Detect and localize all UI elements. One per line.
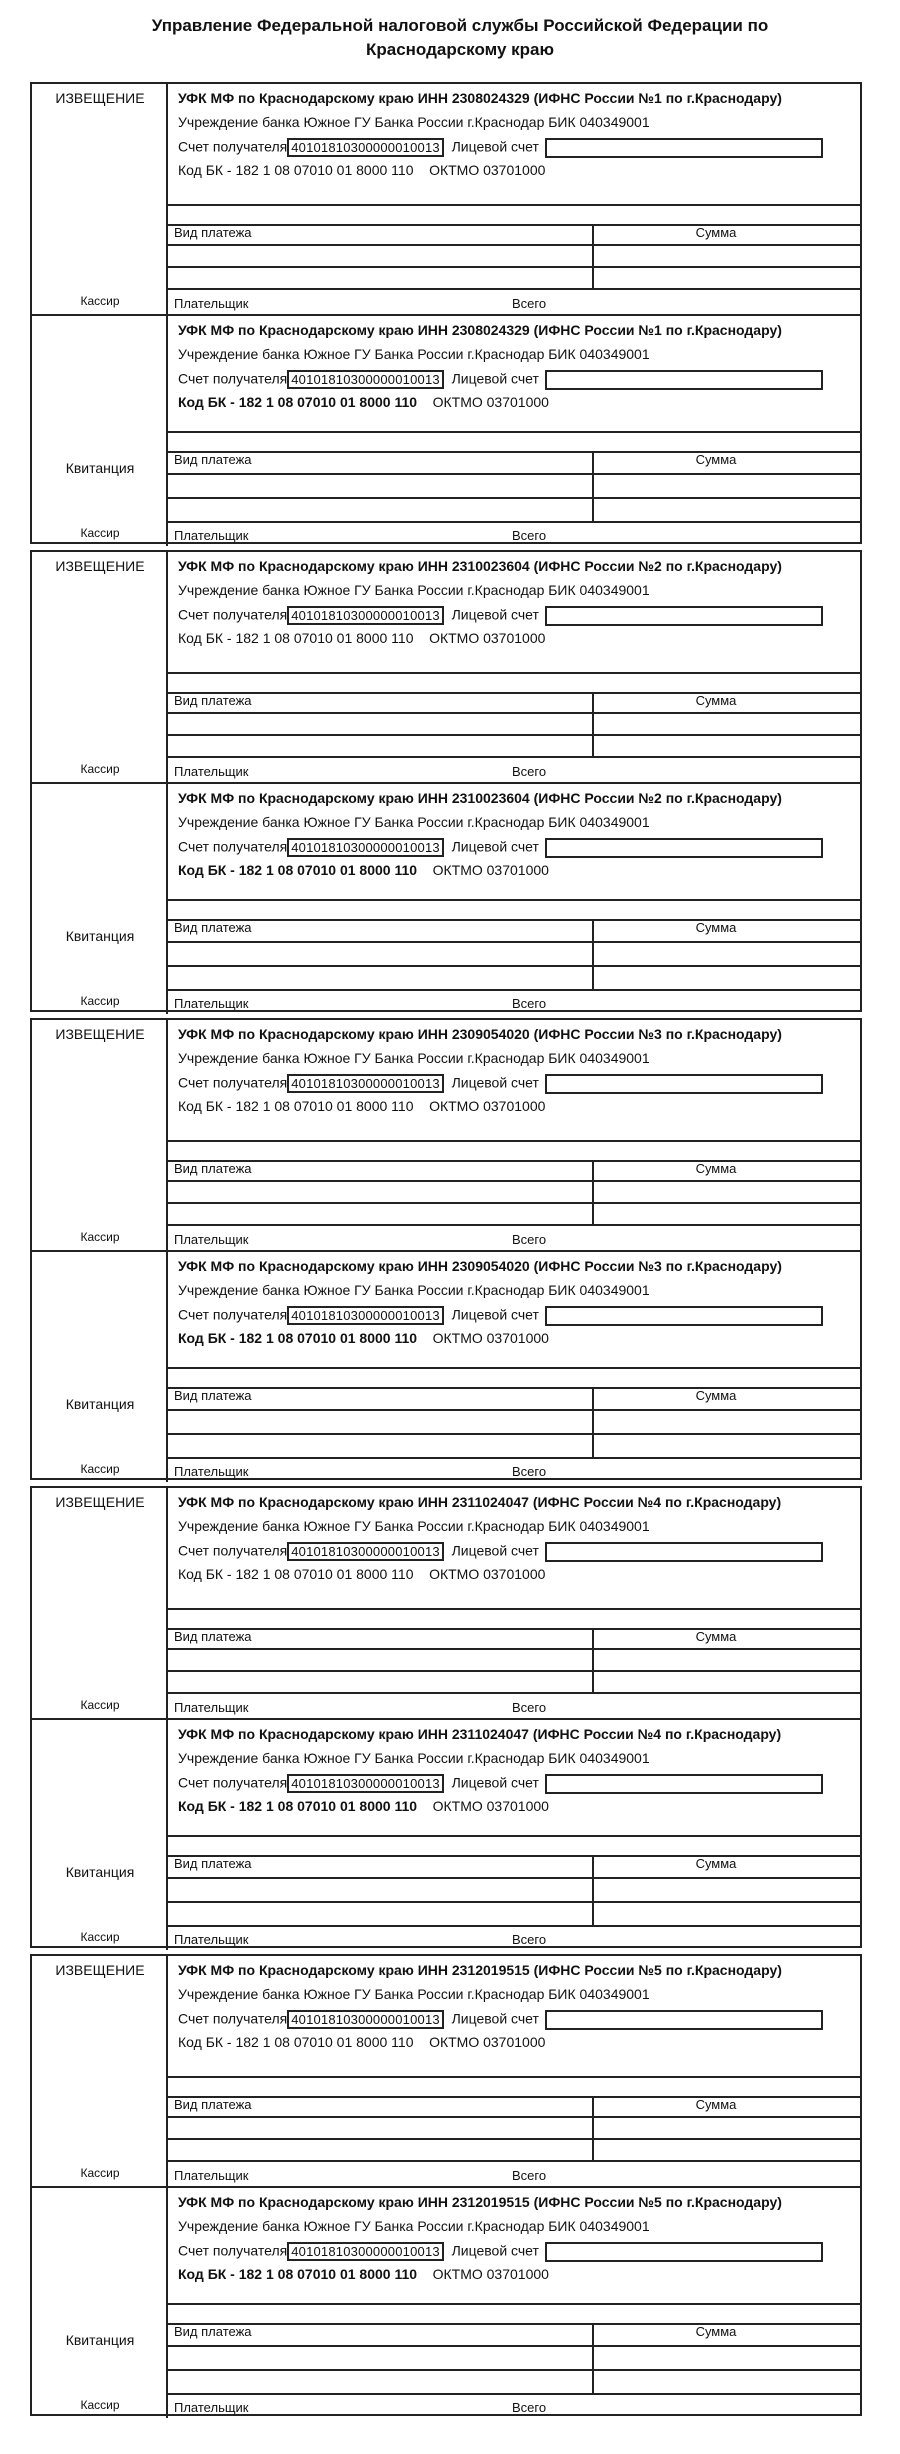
bank-line: Учреждение банка Южное ГУ Банка России г.Краснодар БИК 040349001 xyxy=(178,814,650,830)
kbk-line xyxy=(178,2266,549,2282)
cashier-label: Кассир xyxy=(80,762,120,776)
form-body xyxy=(168,84,860,314)
cashier-label: Кассир xyxy=(80,2166,120,2180)
left-column xyxy=(32,1488,168,1718)
form-body xyxy=(168,1956,860,2186)
table-row[interactable] xyxy=(168,266,860,268)
kbk-code: Код БК - 182 1 08 07010 01 8000 110 xyxy=(178,162,414,178)
account-number: 40101810300000010013 xyxy=(287,1774,444,1793)
table-row[interactable] xyxy=(168,734,860,736)
account-line xyxy=(178,606,823,626)
cashier-label: Кассир xyxy=(80,2398,120,2412)
payment-type-header: Вид платежа xyxy=(174,1161,252,1176)
table-row[interactable] xyxy=(168,288,860,290)
personal-account-label: Лицевой счет xyxy=(451,606,539,623)
receipt-label: Квитанция xyxy=(65,1396,135,1412)
payment-table xyxy=(168,451,860,546)
left-column xyxy=(32,1020,168,1250)
column-divider xyxy=(592,1160,594,1224)
personal-account-field[interactable] xyxy=(545,1774,823,1794)
table-row[interactable] xyxy=(168,2138,860,2140)
table-row[interactable] xyxy=(168,1224,860,1226)
table-row[interactable] xyxy=(168,473,860,475)
cashier-label: Кассир xyxy=(80,294,120,308)
table-row[interactable] xyxy=(168,1692,860,1694)
notice-section xyxy=(32,84,860,314)
recipient-line: УФК МФ по Краснодарскому краю ИНН 2312019515 (ИФНС России №5 по г.Краснодару) xyxy=(178,2194,782,2210)
kbk-code: Код БК - 182 1 08 07010 01 8000 110 xyxy=(178,1330,418,1346)
payer-label: Плательщик xyxy=(174,1700,249,1715)
account-label: Счет получателя xyxy=(178,838,288,855)
account-label: Счет получателя xyxy=(178,606,288,623)
table-row[interactable] xyxy=(168,1433,860,1435)
receipt-label: Квитанция xyxy=(65,460,135,476)
personal-account-label: Лицевой счет xyxy=(451,1542,539,1559)
account-label: Счет получателя xyxy=(178,1306,288,1323)
kbk-code: Код БК - 182 1 08 07010 01 8000 110 xyxy=(178,630,414,646)
kbk-code: Код БК - 182 1 08 07010 01 8000 110 xyxy=(178,1798,418,1814)
oktmo: ОКТМО 03701000 xyxy=(432,1798,549,1814)
column-divider xyxy=(592,1387,594,1457)
sum-header: Сумма xyxy=(695,1856,737,1871)
account-line xyxy=(178,138,823,158)
table-row[interactable] xyxy=(168,2345,860,2347)
account-label: Счет получателя xyxy=(178,370,288,387)
recipient-line: УФК МФ по Краснодарскому краю ИНН 2308024329 (ИФНС России №1 по г.Краснодару) xyxy=(178,322,782,338)
account-label: Счет получателя xyxy=(178,2010,288,2027)
cashier-label: Кассир xyxy=(80,1698,120,1712)
sum-header: Сумма xyxy=(695,1161,737,1176)
payer-label: Плательщик xyxy=(174,1932,249,1947)
sum-header: Сумма xyxy=(695,452,737,467)
payer-label: Плательщик xyxy=(174,296,249,311)
divider xyxy=(168,1835,860,1837)
payment-table xyxy=(168,2323,860,2418)
receipt-label: Квитанция xyxy=(65,928,135,944)
account-label: Счет получателя xyxy=(178,1542,288,1559)
receipt-section xyxy=(32,1250,860,1482)
personal-account-field[interactable] xyxy=(545,1074,823,1094)
account-line xyxy=(178,1074,823,1094)
bank-line: Учреждение банка Южное ГУ Банка России г.Краснодар БИК 040349001 xyxy=(178,1050,650,1066)
table-row[interactable] xyxy=(168,1670,860,1672)
payment-type-header: Вид платежа xyxy=(174,1629,252,1644)
payment-type-header: Вид платежа xyxy=(174,1856,252,1871)
column-divider xyxy=(592,451,594,521)
total-label: Всего xyxy=(512,1700,547,1715)
kbk-code: Код БК - 182 1 08 07010 01 8000 110 xyxy=(178,394,418,410)
personal-account-label: Лицевой счет xyxy=(451,1774,539,1791)
divider xyxy=(168,204,860,206)
kbk-line xyxy=(178,394,549,410)
payment-type-header: Вид платежа xyxy=(174,920,252,935)
personal-account-label: Лицевой счет xyxy=(451,2242,539,2259)
column-divider xyxy=(592,1855,594,1925)
kbk-line xyxy=(178,630,545,646)
bank-line: Учреждение банка Южное ГУ Банка России г.Краснодар БИК 040349001 xyxy=(178,1518,650,1534)
payer-label: Плательщик xyxy=(174,1232,249,1247)
sum-header: Сумма xyxy=(695,2097,737,2112)
kbk-code: Код БК - 182 1 08 07010 01 8000 110 xyxy=(178,862,418,878)
cashier-label: Кассир xyxy=(80,526,120,540)
personal-account-field[interactable] xyxy=(545,1306,823,1326)
column-divider xyxy=(592,919,594,989)
divider xyxy=(168,2076,860,2078)
title-line-1: Управление Федеральной налоговой службы Российской Федерации по xyxy=(151,16,769,35)
total-label: Всего xyxy=(512,1932,547,1947)
table-row[interactable] xyxy=(168,1925,860,1927)
kbk-line xyxy=(178,162,545,178)
column-divider xyxy=(592,2323,594,2393)
table-row[interactable] xyxy=(168,244,860,246)
payer-label: Плательщик xyxy=(174,1464,249,1479)
total-label: Всего xyxy=(512,2400,547,2415)
payer-label: Плательщик xyxy=(174,528,249,543)
kbk-line xyxy=(178,862,549,878)
payment-type-header: Вид платежа xyxy=(174,1388,252,1403)
kbk-line xyxy=(178,2034,545,2050)
personal-account-field[interactable] xyxy=(545,1542,823,1562)
notice-label: ИЗВЕЩЕНИЕ xyxy=(55,558,145,574)
oktmo: ОКТМО 03701000 xyxy=(429,1566,546,1582)
recipient-line: УФК МФ по Краснодарскому краю ИНН 2310023604 (ИФНС России №2 по г.Краснодару) xyxy=(178,558,782,574)
bank-line: Учреждение банка Южное ГУ Банка России г.Краснодар БИК 040349001 xyxy=(178,582,650,598)
notice-section xyxy=(32,1956,860,2186)
form-body xyxy=(168,1488,860,1718)
personal-account-label: Лицевой счет xyxy=(451,370,539,387)
payment-type-header: Вид платежа xyxy=(174,225,252,240)
table-row[interactable] xyxy=(168,712,860,714)
sum-header: Сумма xyxy=(695,1388,737,1403)
form-body xyxy=(168,2188,860,2418)
bank-line: Учреждение банка Южное ГУ Банка России г.Краснодар БИК 040349001 xyxy=(178,1986,650,2002)
table-row[interactable] xyxy=(168,965,860,967)
recipient-line: УФК МФ по Краснодарскому краю ИНН 2310023604 (ИФНС России №2 по г.Краснодару) xyxy=(178,790,782,806)
form-body xyxy=(168,1020,860,1250)
personal-account-label: Лицевой счет xyxy=(451,138,539,155)
account-number: 40101810300000010013 xyxy=(287,370,444,389)
notice-label: ИЗВЕЩЕНИЕ xyxy=(55,1962,145,1978)
column-divider xyxy=(592,2096,594,2160)
table-row[interactable] xyxy=(168,2160,860,2162)
recipient-line: УФК МФ по Краснодарскому краю ИНН 2308024329 (ИФНС России №1 по г.Краснодару) xyxy=(178,90,782,106)
payment-table xyxy=(168,1387,860,1482)
payer-label: Плательщик xyxy=(174,764,249,779)
payer-label: Плательщик xyxy=(174,996,249,1011)
divider xyxy=(168,899,860,901)
divider xyxy=(168,431,860,433)
account-label: Счет получателя xyxy=(178,1774,288,1791)
personal-account-label: Лицевой счет xyxy=(451,838,539,855)
receipt-label: Квитанция xyxy=(65,1864,135,1880)
cashier-label: Кассир xyxy=(80,1930,120,1944)
account-line xyxy=(178,370,823,390)
sum-header: Сумма xyxy=(695,225,737,240)
left-column xyxy=(32,1252,168,1482)
bank-line: Учреждение банка Южное ГУ Банка России г.Краснодар БИК 040349001 xyxy=(178,1282,650,1298)
table-row[interactable] xyxy=(168,1901,860,1903)
receipt-label: Квитанция xyxy=(65,2332,135,2348)
table-row[interactable] xyxy=(168,2116,860,2118)
divider xyxy=(168,1367,860,1369)
recipient-line: УФК МФ по Краснодарскому краю ИНН 2312019515 (ИФНС России №5 по г.Краснодару) xyxy=(178,1962,782,1978)
title-line-2: Краснодарскому краю xyxy=(365,40,555,59)
oktmo: ОКТМО 03701000 xyxy=(432,862,549,878)
total-label: Всего xyxy=(512,1232,547,1247)
cashier-label: Кассир xyxy=(80,1230,120,1244)
kbk-code: Код БК - 182 1 08 07010 01 8000 110 xyxy=(178,2034,414,2050)
receipt-section xyxy=(32,314,860,546)
column-divider xyxy=(592,692,594,756)
account-line xyxy=(178,1542,823,1562)
personal-account-field[interactable] xyxy=(545,2010,823,2030)
kbk-code: Код БК - 182 1 08 07010 01 8000 110 xyxy=(178,2266,418,2282)
account-number: 40101810300000010013 xyxy=(287,1074,444,1093)
kbk-code: Код БК - 182 1 08 07010 01 8000 110 xyxy=(178,1098,414,1114)
total-label: Всего xyxy=(512,1464,547,1479)
payment-form xyxy=(30,1486,862,1948)
personal-account-field[interactable] xyxy=(545,2242,823,2262)
left-column xyxy=(32,1956,168,2186)
personal-account-field[interactable] xyxy=(545,606,823,626)
account-number: 40101810300000010013 xyxy=(287,2242,444,2261)
divider xyxy=(168,1140,860,1142)
payment-type-header: Вид платежа xyxy=(174,693,252,708)
kbk-line xyxy=(178,1330,549,1346)
payment-form xyxy=(30,1954,862,2416)
divider xyxy=(168,2303,860,2305)
sum-header: Сумма xyxy=(695,2324,737,2339)
bank-line: Учреждение банка Южное ГУ Банка России г.Краснодар БИК 040349001 xyxy=(178,1750,650,1766)
payment-table xyxy=(168,692,860,782)
receipt-section xyxy=(32,782,860,1014)
personal-account-field[interactable] xyxy=(545,838,823,858)
personal-account-label: Лицевой счет xyxy=(451,2010,539,2027)
kbk-line xyxy=(178,1098,545,1114)
table-row[interactable] xyxy=(168,1457,860,1459)
cashier-label: Кассир xyxy=(80,994,120,1008)
payment-table xyxy=(168,224,860,314)
recipient-line: УФК МФ по Краснодарскому краю ИНН 2309054020 (ИФНС России №3 по г.Краснодару) xyxy=(178,1026,782,1042)
notice-label: ИЗВЕЩЕНИЕ xyxy=(55,1026,145,1042)
account-number: 40101810300000010013 xyxy=(287,138,444,157)
form-body xyxy=(168,1720,860,1950)
form-body xyxy=(168,1252,860,1482)
payment-table xyxy=(168,2096,860,2186)
table-row[interactable] xyxy=(168,989,860,991)
account-line xyxy=(178,2242,823,2262)
cashier-label: Кассир xyxy=(80,1462,120,1476)
bank-line: Учреждение банка Южное ГУ Банка России г.Краснодар БИК 040349001 xyxy=(178,114,650,130)
table-row[interactable] xyxy=(168,497,860,499)
payment-type-header: Вид платежа xyxy=(174,452,252,467)
total-label: Всего xyxy=(512,296,547,311)
sum-header: Сумма xyxy=(695,920,737,935)
table-row[interactable] xyxy=(168,1877,860,1879)
personal-account-label: Лицевой счет xyxy=(451,1074,539,1091)
column-divider xyxy=(592,224,594,288)
sum-header: Сумма xyxy=(695,1629,737,1644)
payment-form xyxy=(30,1018,862,1480)
payment-table xyxy=(168,1160,860,1250)
recipient-line: УФК МФ по Краснодарскому краю ИНН 2311024047 (ИФНС России №4 по г.Краснодару) xyxy=(178,1494,782,1510)
oktmo: ОКТМО 03701000 xyxy=(429,1098,546,1114)
recipient-line: УФК МФ по Краснодарскому краю ИНН 2311024047 (ИФНС России №4 по г.Краснодару) xyxy=(178,1726,782,1742)
divider xyxy=(168,1608,860,1610)
account-line xyxy=(178,1774,823,1794)
left-column xyxy=(32,1720,168,1950)
left-column xyxy=(32,2188,168,2418)
payment-table xyxy=(168,919,860,1014)
notice-label: ИЗВЕЩЕНИЕ xyxy=(55,90,145,106)
left-column xyxy=(32,84,168,314)
payment-form xyxy=(30,550,862,1012)
recipient-line: УФК МФ по Краснодарскому краю ИНН 2309054020 (ИФНС России №3 по г.Краснодару) xyxy=(178,1258,782,1274)
kbk-line xyxy=(178,1798,549,1814)
notice-section xyxy=(32,1488,860,1718)
payment-type-header: Вид платежа xyxy=(174,2097,252,2112)
payment-table xyxy=(168,1855,860,1950)
table-row[interactable] xyxy=(168,941,860,943)
receipt-section xyxy=(32,1718,860,1950)
table-row[interactable] xyxy=(168,2393,860,2395)
oktmo: ОКТМО 03701000 xyxy=(432,394,549,410)
account-number: 40101810300000010013 xyxy=(287,1306,444,1325)
personal-account-field[interactable] xyxy=(545,370,823,390)
total-label: Всего xyxy=(512,2168,547,2183)
table-row[interactable] xyxy=(168,1180,860,1182)
left-column xyxy=(32,784,168,1014)
left-column xyxy=(32,552,168,782)
left-column xyxy=(32,316,168,546)
form-body xyxy=(168,552,860,782)
payer-label: Плательщик xyxy=(174,2168,249,2183)
oktmo: ОКТМО 03701000 xyxy=(432,2266,549,2282)
account-number: 40101810300000010013 xyxy=(287,606,444,625)
personal-account-label: Лицевой счет xyxy=(451,1306,539,1323)
payer-label: Плательщик xyxy=(174,2400,249,2415)
total-label: Всего xyxy=(512,996,547,1011)
table-row[interactable] xyxy=(168,521,860,523)
account-label: Счет получателя xyxy=(178,1074,288,1091)
account-label: Счет получателя xyxy=(178,138,288,155)
table-row[interactable] xyxy=(168,2369,860,2371)
notice-section xyxy=(32,1020,860,1250)
total-label: Всего xyxy=(512,528,547,543)
bank-line: Учреждение банка Южное ГУ Банка России г.Краснодар БИК 040349001 xyxy=(178,2218,650,2234)
kbk-line xyxy=(178,1566,545,1582)
notice-section xyxy=(32,552,860,782)
page-title xyxy=(80,14,840,62)
account-number: 40101810300000010013 xyxy=(287,1542,444,1561)
form-body xyxy=(168,316,860,546)
notice-label: ИЗВЕЩЕНИЕ xyxy=(55,1494,145,1510)
table-row[interactable] xyxy=(168,1409,860,1411)
payment-table xyxy=(168,1628,860,1718)
bank-line: Учреждение банка Южное ГУ Банка России г.Краснодар БИК 040349001 xyxy=(178,346,650,362)
payment-form xyxy=(30,82,862,544)
account-number: 40101810300000010013 xyxy=(287,838,444,857)
account-line xyxy=(178,838,823,858)
account-line xyxy=(178,1306,823,1326)
oktmo: ОКТМО 03701000 xyxy=(429,162,546,178)
account-number: 40101810300000010013 xyxy=(287,2010,444,2029)
divider xyxy=(168,672,860,674)
receipt-section xyxy=(32,2186,860,2418)
account-label: Счет получателя xyxy=(178,2242,288,2259)
column-divider xyxy=(592,1628,594,1692)
personal-account-field[interactable] xyxy=(545,138,823,158)
kbk-code: Код БК - 182 1 08 07010 01 8000 110 xyxy=(178,1566,414,1582)
oktmo: ОКТМО 03701000 xyxy=(429,630,546,646)
oktmo: ОКТМО 03701000 xyxy=(432,1330,549,1346)
account-line xyxy=(178,2010,823,2030)
table-row[interactable] xyxy=(168,1648,860,1650)
sum-header: Сумма xyxy=(695,693,737,708)
oktmo: ОКТМО 03701000 xyxy=(429,2034,546,2050)
total-label: Всего xyxy=(512,764,547,779)
table-row[interactable] xyxy=(168,1202,860,1204)
form-body xyxy=(168,784,860,1014)
table-row[interactable] xyxy=(168,756,860,758)
payment-type-header: Вид платежа xyxy=(174,2324,252,2339)
